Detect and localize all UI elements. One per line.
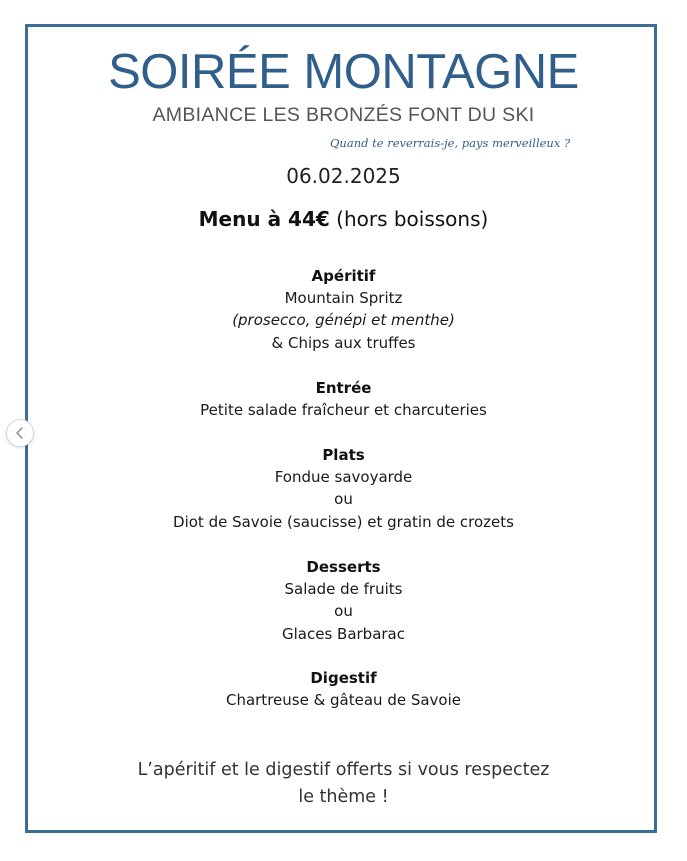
menu-title: SOIRÉE MONTAGNE xyxy=(108,45,579,99)
price-label: Menu à 44€ xyxy=(198,207,330,231)
menu-line: ou xyxy=(334,602,353,621)
menu-tagline: Quand te reverrais-je, pays merveilleux ? xyxy=(330,136,571,150)
section-entree xyxy=(0,377,687,421)
event-date: 06.02.2025 xyxy=(286,164,401,188)
chevron-left-icon xyxy=(15,427,25,439)
section-plats xyxy=(0,444,687,533)
menu-line: Salade de fruits xyxy=(284,580,403,598)
menu-footer-note xyxy=(0,757,687,811)
menu-subtitle: AMBIANCE LES BRONZÉS FONT DU SKI xyxy=(152,104,535,126)
section-desserts xyxy=(0,556,687,645)
menu-line: (prosecco, génépi et menthe) xyxy=(232,311,455,330)
menu-line: ou xyxy=(334,490,353,509)
menu-price xyxy=(0,207,687,231)
section-digestif xyxy=(0,667,687,711)
footer-line: L’apéritif et le digestif offerts si vous respectez xyxy=(137,760,550,780)
menu-line: Glaces Barbarac xyxy=(281,624,405,643)
carousel-previous-button[interactable] xyxy=(6,419,34,447)
menu-line: & Chips aux truffes xyxy=(271,333,416,352)
section-aperitif xyxy=(0,265,687,354)
menu-line: Petite salade fraîcheur et charcuteries xyxy=(200,401,487,419)
menu-line: Chartreuse & gâteau de Savoie xyxy=(225,691,462,709)
price-note: (hors boissons) xyxy=(329,207,489,231)
section-heading: Plats xyxy=(322,446,365,464)
section-heading: Entrée xyxy=(315,379,372,397)
footer-line: le thème ! xyxy=(298,787,389,807)
section-heading: Desserts xyxy=(306,558,381,576)
menu-line: Diot de Savoie (saucisse) et gratin de crozets xyxy=(173,512,514,531)
menu-line: Mountain Spritz xyxy=(284,289,403,307)
section-heading: Apéritif xyxy=(311,267,376,285)
section-heading: Digestif xyxy=(310,669,377,687)
menu-line: Fondue savoyarde xyxy=(274,468,413,486)
